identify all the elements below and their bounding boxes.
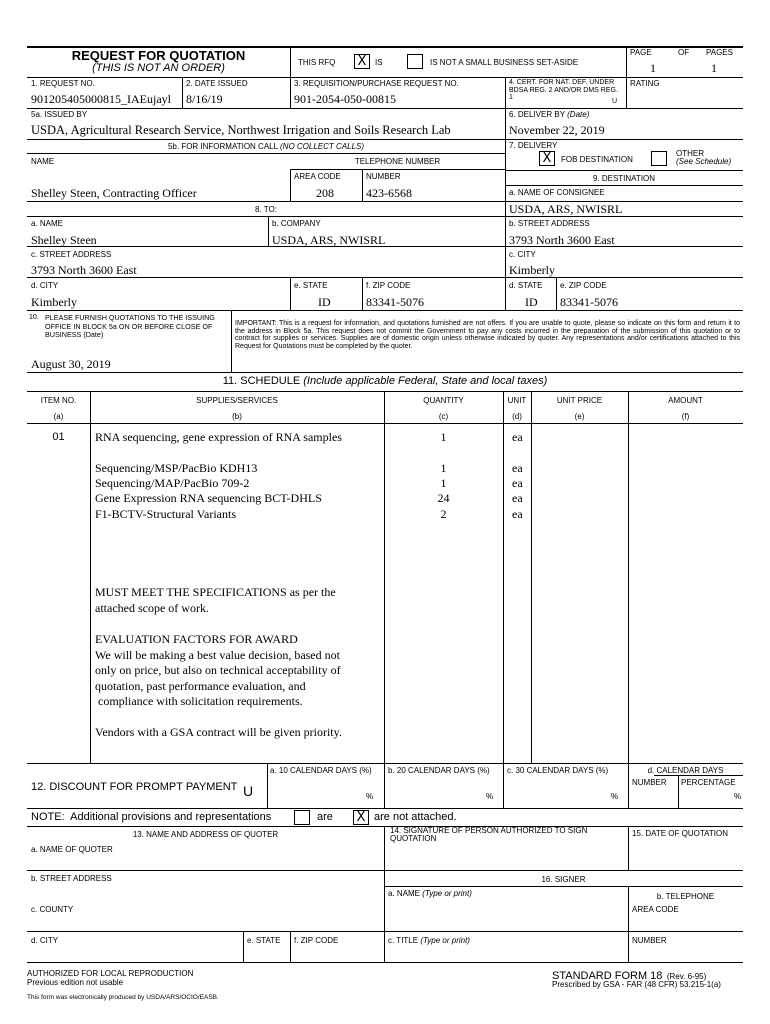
rfq-is-not-label: IS NOT A SMALL BUSINESS SET-ASIDE xyxy=(430,58,579,67)
note-prefix: NOTE: Additional provisions and representations xyxy=(31,811,272,823)
discount-d-pct: % xyxy=(734,792,742,801)
to-state-label: e. STATE xyxy=(294,281,328,290)
footer-form-text: STANDARD FORM 18 xyxy=(552,970,663,982)
important-notice: IMPORTANT: This is a request for information, and quotations furnished are not offers. If you are unable to quote, please so indicate on this form and return it to the address in Block 5a. This request does not commit the Government to pay any costs incurred in the preparation of the submission of this quotation or to contract for supplies or services. Supplies are of domestic origin unless otherwise indicated by quoter. Any representations and/or certifications attached to this Request for Quotations must be completed by the quoter. xyxy=(235,320,740,351)
deliver-by-label xyxy=(509,110,589,119)
footer-produced-by: This form was electronically produced by USDA/ARS/OCIO/EASB. xyxy=(27,994,219,1001)
delivery-label: 7. DELIVERY xyxy=(509,141,558,150)
signer-name-text: a. NAME xyxy=(388,889,421,898)
discount-b-pct: % xyxy=(486,792,494,801)
deliver-by-value: November 22, 2019 xyxy=(509,123,605,137)
block10-num: 10. xyxy=(29,314,39,321)
rfq-this-label: THIS RFQ xyxy=(298,58,336,67)
item-qty: 24 xyxy=(437,491,450,505)
number-label: NUMBER xyxy=(366,172,401,181)
item-desc: F1-BCTV-Structural Variants xyxy=(95,507,236,521)
eval-line: only on price, but also on technical acceptability of xyxy=(95,663,341,677)
quoter-zip-label: f. ZIP CODE xyxy=(294,936,339,945)
item-desc: Sequencing/MAP/PacBio 709-2 xyxy=(95,476,250,490)
area-code-value: 208 xyxy=(316,186,334,200)
footer-previous-edition: Previous edition not usable xyxy=(27,978,124,987)
col-amount: AMOUNT xyxy=(668,396,703,405)
to-name-label: a. NAME xyxy=(31,219,64,228)
dest-zip-label: e. ZIP CODE xyxy=(560,281,607,290)
col-unit: UNIT xyxy=(507,396,527,405)
date-issued-label: 2. DATE ISSUED xyxy=(186,79,248,88)
destination-label: 9. DESTINATION xyxy=(592,174,656,183)
form-subtitle: (THIS IS NOT AN ORDER) xyxy=(92,62,225,74)
item-unit: ea xyxy=(512,507,523,521)
consignee-label: a. NAME OF CONSIGNEE xyxy=(509,188,605,197)
to-zip-value: 83341-5076 xyxy=(366,295,424,309)
signature-label: 14. SIGNATURE OF PERSON AUTHORIZED TO SIGN QUOTATION xyxy=(390,826,588,843)
cert-label: 4. CERT. FOR NAT. DEF. UNDER BDSA REG. 2 AND/OR DMS REG. 1 xyxy=(509,79,618,101)
consignee-value: USDA, ARS, NWISRL xyxy=(509,202,623,216)
deliver-by-note: (Date) xyxy=(567,110,590,119)
dest-city-label: c. CITY xyxy=(509,250,536,259)
footer-authorized: AUTHORIZED FOR LOCAL REPRODUCTION xyxy=(27,969,194,978)
schedule-title-note: (Include applicable Federal, State and local taxes) xyxy=(303,375,548,387)
discount-label: 12. DISCOUNT FOR PROMPT PAYMENT xyxy=(31,781,238,793)
cert-u-value: U xyxy=(612,98,618,105)
discount-d-label: d. CALENDAR DAYS xyxy=(647,766,724,775)
info-name-label: NAME xyxy=(31,157,55,166)
are-not-label: are not attached. xyxy=(374,811,457,823)
dest-street-label: b. STREET ADDRESS xyxy=(509,219,590,228)
issued-by-label: 5a. ISSUED BY xyxy=(31,110,88,119)
discount-number-label: NUMBER xyxy=(632,778,667,787)
are-label: are xyxy=(317,811,333,823)
item-desc: Sequencing/MSP/PacBio KDH13 xyxy=(95,461,258,475)
discount-b-label: b. 20 CALENDAR DAYS (%) xyxy=(388,766,490,775)
discount-a-label: a. 10 CALENDAR DAYS (%) xyxy=(270,766,372,775)
to-zip-label: f. ZIP CODE xyxy=(366,281,411,290)
telephone-label: TELEPHONE NUMBER xyxy=(354,157,441,166)
schedule-title-text: 11. SCHEDULE xyxy=(222,375,301,387)
rfq-is-checkbox[interactable]: X xyxy=(354,54,370,69)
to-city-label: d. CITY xyxy=(31,281,59,290)
to-company-value: USDA, ARS, NWISRL xyxy=(272,233,386,247)
eval-line: We will be making a best value decision, based not xyxy=(95,648,340,662)
quoter-city-label: d. CITY xyxy=(31,936,59,945)
discount-c-pct: % xyxy=(611,792,619,801)
fob-destination-checkbox[interactable]: X xyxy=(539,151,555,166)
col-supplies-letter: (b) xyxy=(232,412,242,421)
eval-line: EVALUATION FACTORS FOR AWARD xyxy=(95,632,298,646)
footer-prescribed: Prescribed by GSA - FAR (48 CFR) 53.215-1(a) xyxy=(552,980,721,989)
requisition-label: 3. REQUISITION/PURCHASE REQUEST NO. xyxy=(294,79,459,88)
col-item-no-letter: (a) xyxy=(53,412,64,421)
date-issued-value: 8/16/19 xyxy=(186,92,223,106)
gsa-priority: Vendors with a GSA contract will be given priority. xyxy=(95,725,342,739)
deliver-by-label-text: 6. DELIVER BY xyxy=(509,110,565,119)
info-name-value: Shelley Steen, Contracting Officer xyxy=(31,186,197,200)
signer-name-note: (Type or print) xyxy=(422,889,472,898)
col-quantity-letter: (c) xyxy=(438,412,449,421)
quoter-state-label: e. STATE xyxy=(247,936,281,945)
spec-requirement xyxy=(95,586,336,599)
item-qty: 1 xyxy=(440,476,447,490)
col-supplies: SUPPLIES/SERVICES xyxy=(196,396,278,405)
to-company-label: b. COMPANY xyxy=(272,219,321,228)
request-no-value: 901205405000815_IAEujayl xyxy=(31,92,171,106)
pages-label: PAGES xyxy=(706,48,733,57)
to-state-value: ID xyxy=(318,295,331,309)
signer-label: 16. SIGNER xyxy=(541,875,586,884)
are-checkbox[interactable] xyxy=(294,810,310,825)
requisition-value: 901-2054-050-00815 xyxy=(294,92,396,106)
to-label: 8. TO: xyxy=(255,205,277,214)
spec-line2: attached scope of work. xyxy=(95,601,209,615)
eval-line: compliance with solicitation requirements. xyxy=(95,694,303,708)
dest-state-label: d. STATE xyxy=(509,281,543,290)
to-city-value: Kimberly xyxy=(31,295,77,309)
item-desc: Gene Expression RNA sequencing BCT-DHLS xyxy=(95,491,322,505)
item-unit: ea xyxy=(512,461,523,475)
item-qty: 1 xyxy=(440,461,447,475)
signer-title-note: (Type or print) xyxy=(420,936,470,945)
footer-rev-text: (Rev. 6-95) xyxy=(666,972,707,981)
are-not-checkbox[interactable]: X xyxy=(353,810,369,825)
page-label: PAGE xyxy=(630,48,652,57)
info-call-text: 5b. FOR INFORMATION CALL xyxy=(167,142,278,151)
col-quantity: QUANTITY xyxy=(423,396,464,405)
item-unit: ea xyxy=(512,476,523,490)
quoter-name-label: a. NAME OF QUOTER xyxy=(31,845,113,854)
other-delivery-label: OTHER xyxy=(676,149,704,158)
to-name-value: Shelley Steen xyxy=(31,233,97,247)
info-call-label xyxy=(27,142,505,151)
other-delivery-note: (See Schedule) xyxy=(676,157,732,166)
discount-a-pct: % xyxy=(366,792,374,801)
fob-destination-label: FOB DESTINATION xyxy=(561,155,633,164)
rfq-is-not-checkbox[interactable] xyxy=(407,54,423,69)
signer-area-code-label: AREA CODE xyxy=(632,905,679,914)
area-code-label: AREA CODE xyxy=(294,172,341,181)
dest-state-value: ID xyxy=(525,295,538,309)
issued-by-value: USDA, Agricultural Research Service, Northwest Irrigation and Soils Research Lab xyxy=(31,123,451,137)
request-no-label: 1. REQUEST NO. xyxy=(31,79,95,88)
dest-street-value: 3793 North 3600 East xyxy=(509,233,615,247)
signer-title-text: c. TITLE xyxy=(388,936,419,945)
item-qty: 1 xyxy=(440,430,447,444)
spec-bold-text: MUST MEET THE SPECIFICATIONS xyxy=(95,585,287,599)
schedule-title xyxy=(27,375,743,387)
info-call-note: (NO COLLECT CALLS) xyxy=(280,142,365,151)
item-desc: RNA sequencing, gene expression of RNA samples xyxy=(95,430,342,444)
block10-text: PLEASE FURNISH QUOTATIONS TO THE ISSUING OFFICE IN BLOCK 5a ON OR BEFORE CLOSE OF BUSINESS (Date) xyxy=(45,313,215,339)
of-label: OF xyxy=(678,48,690,57)
rating-label: RATING xyxy=(630,79,660,88)
col-amount-letter: (f) xyxy=(681,412,690,421)
item-unit: ea xyxy=(512,491,523,505)
item-unit: ea xyxy=(512,430,523,444)
rfq-is-label: IS xyxy=(375,58,383,67)
quoter-county-label: c. COUNTY xyxy=(31,905,74,914)
to-street-value: 3793 North 3600 East xyxy=(31,263,137,277)
quote-date-label: 15. DATE OF QUOTATION xyxy=(632,829,729,838)
to-street-label: c. STREET ADDRESS xyxy=(31,250,112,259)
form-title: REQUEST FOR QUOTATION xyxy=(71,48,246,63)
discount-percentage-label: PERCENTAGE xyxy=(681,778,736,787)
discount-c-label: c. 30 CALENDAR DAYS (%) xyxy=(507,766,609,775)
col-unit-price-letter: (e) xyxy=(574,412,585,421)
quoter-street-label: b. STREET ADDRESS xyxy=(31,874,112,883)
col-item-no: ITEM NO. xyxy=(40,396,77,405)
signer-title-label xyxy=(388,936,470,945)
dest-zip-value: 83341-5076 xyxy=(560,295,618,309)
other-delivery-checkbox[interactable] xyxy=(651,151,667,166)
col-unit-letter: (d) xyxy=(512,412,522,421)
signer-name-label xyxy=(388,889,472,898)
number-value: 423-6568 xyxy=(366,186,412,200)
item-qty: 2 xyxy=(440,507,447,521)
dest-city-value: Kimberly xyxy=(509,263,555,277)
signer-number-label: NUMBER xyxy=(632,936,667,945)
discount-u: U xyxy=(243,783,254,799)
col-unit-price: UNIT PRICE xyxy=(556,396,603,405)
pages-total: 1 xyxy=(711,61,717,75)
item-number: 01 xyxy=(52,431,65,443)
quote-due-date: August 30, 2019 xyxy=(31,357,111,371)
spec-rest-text: as per the xyxy=(286,585,336,599)
signer-telephone-label: b. TELEPHONE xyxy=(656,892,715,901)
eval-line: quotation, past performance evaluation, and xyxy=(95,679,306,693)
quoter-label: 13. NAME AND ADDRESS OF QUOTER xyxy=(132,830,279,839)
page-number: 1 xyxy=(650,61,656,75)
